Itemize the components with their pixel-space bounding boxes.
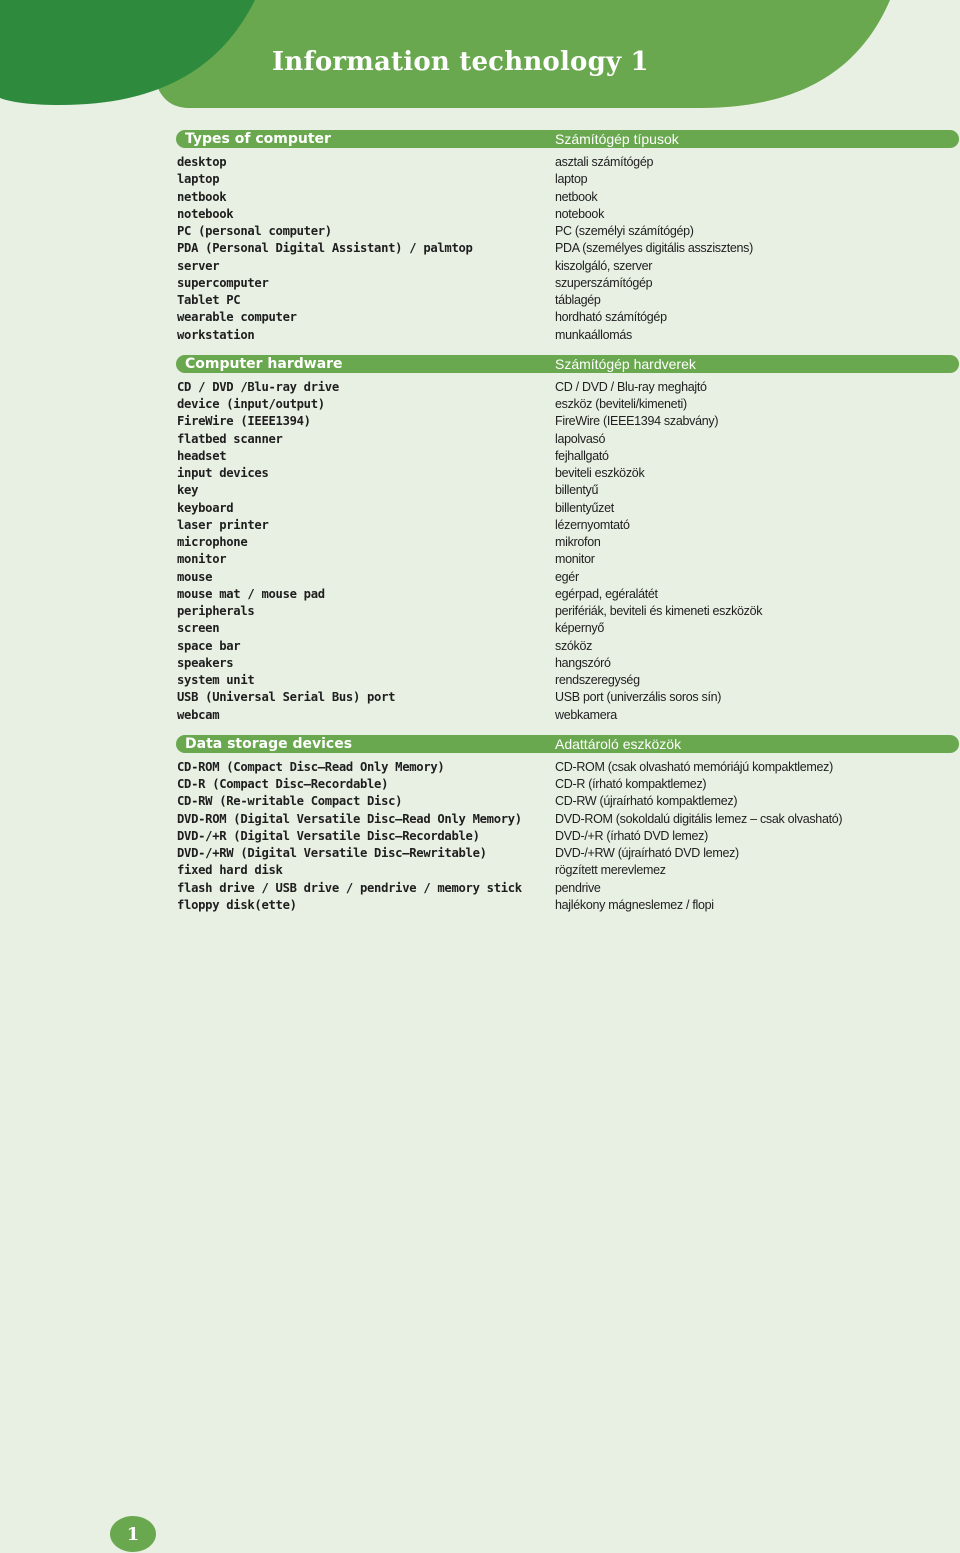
vocabulary-row bbox=[0, 189, 960, 206]
term-hu: laptop bbox=[555, 172, 588, 187]
vocabulary-row bbox=[0, 845, 960, 862]
section-types-of-computer bbox=[0, 130, 960, 344]
vocabulary-list bbox=[0, 379, 960, 724]
section-heading-en: Types of computer bbox=[185, 131, 331, 147]
section-heading-en: Computer hardware bbox=[185, 355, 343, 372]
term-en: floppy disk(ette) bbox=[177, 897, 297, 912]
vocabulary-row bbox=[0, 275, 960, 292]
term-en: flash drive / USB drive / pendrive / memory stick bbox=[177, 880, 522, 895]
term-en: DVD-/+R (Digital Versatile Disc–Recordable) bbox=[177, 828, 480, 843]
term-hu: egér bbox=[555, 569, 579, 584]
term-hu: hajlékony mágneslemez / flopi bbox=[555, 897, 714, 912]
term-hu: lézernyomtató bbox=[555, 517, 630, 532]
term-en: mouse bbox=[177, 569, 213, 584]
term-en: netbook bbox=[177, 189, 227, 204]
term-en: system unit bbox=[177, 673, 255, 687]
term-en: workstation bbox=[177, 327, 255, 342]
vocabulary-row bbox=[0, 586, 960, 603]
vocabulary-row bbox=[0, 465, 960, 482]
term-hu: netbook bbox=[555, 189, 598, 204]
vocabulary-row bbox=[0, 569, 960, 586]
term-en: wearable computer bbox=[177, 310, 297, 325]
term-en: notebook bbox=[177, 206, 234, 221]
term-en: CD-R (Compact Disc–Recordable) bbox=[177, 777, 389, 791]
term-en: webcam bbox=[177, 707, 220, 722]
term-en: PC (personal computer) bbox=[177, 224, 332, 238]
section-heading-en: Data storage devices bbox=[185, 735, 353, 752]
term-hu: eszköz (beviteli/kimeneti) bbox=[555, 397, 687, 411]
vocabulary-row bbox=[0, 171, 960, 188]
vocabulary-row bbox=[0, 534, 960, 551]
term-hu: asztali számítógép bbox=[555, 155, 654, 169]
term-hu: pendrive bbox=[555, 880, 601, 895]
vocabulary-content bbox=[0, 130, 960, 925]
vocabulary-row bbox=[0, 776, 960, 793]
term-hu: webkamera bbox=[555, 707, 617, 722]
vocabulary-row bbox=[0, 862, 960, 879]
section-heading-hu: Számítógép típusok bbox=[555, 131, 679, 147]
vocabulary-list bbox=[0, 759, 960, 914]
term-hu: FireWire (IEEE1394 szabvány) bbox=[555, 414, 719, 429]
term-hu: billentyű bbox=[555, 483, 599, 498]
term-hu: DVD-ROM (sokoldalú digitális lemez – csak olvasható) bbox=[555, 811, 843, 826]
vocabulary-row bbox=[0, 448, 960, 465]
term-en: microphone bbox=[177, 535, 248, 549]
term-en: screen bbox=[177, 621, 220, 636]
vocabulary-row bbox=[0, 811, 960, 828]
term-en: desktop bbox=[177, 155, 227, 169]
vocabulary-row bbox=[0, 880, 960, 897]
term-en: CD-RW (Re-writable Compact Disc) bbox=[177, 794, 403, 809]
term-en: space bar bbox=[177, 638, 241, 653]
section-heading-hu: Számítógép hardverek bbox=[555, 355, 696, 372]
term-en: key bbox=[177, 483, 199, 498]
vocabulary-row bbox=[0, 603, 960, 620]
term-hu: szuperszámítógép bbox=[555, 275, 653, 290]
vocabulary-row bbox=[0, 655, 960, 672]
term-hu: mikrofon bbox=[555, 535, 601, 549]
term-en: PDA (Personal Digital Assistant) / palmtop bbox=[177, 241, 473, 256]
vocabulary-row bbox=[0, 517, 960, 534]
term-en: keyboard bbox=[177, 500, 234, 515]
page-number-badge bbox=[110, 1516, 156, 1552]
term-en: FireWire (IEEE1394) bbox=[177, 414, 311, 429]
term-en: headset bbox=[177, 448, 227, 463]
page-number: 1 bbox=[126, 1523, 140, 1545]
term-hu: képernyő bbox=[555, 621, 605, 636]
term-hu: CD-RW (újraírható kompaktlemez) bbox=[555, 794, 738, 809]
section-heading-bar bbox=[176, 735, 959, 753]
vocabulary-row bbox=[0, 793, 960, 810]
term-en: Tablet PC bbox=[177, 293, 241, 307]
vocabulary-row bbox=[0, 292, 960, 309]
vocabulary-row bbox=[0, 379, 960, 396]
term-hu: notebook bbox=[555, 206, 605, 221]
term-en: speakers bbox=[177, 655, 234, 670]
term-hu: billentyűzet bbox=[555, 500, 614, 515]
vocabulary-row bbox=[0, 551, 960, 568]
vocabulary-row bbox=[0, 396, 960, 413]
vocabulary-row bbox=[0, 897, 960, 914]
term-hu: DVD-/+R (írható DVD lemez) bbox=[555, 828, 708, 843]
term-hu: DVD-/+RW (újraírható DVD lemez) bbox=[555, 846, 739, 860]
term-hu: perifériák, beviteli és kimeneti eszközök bbox=[555, 604, 763, 618]
term-en: monitor bbox=[177, 552, 227, 567]
vocabulary-row bbox=[0, 413, 960, 430]
vocabulary-row bbox=[0, 689, 960, 706]
term-en: DVD-ROM (Digital Versatile Disc–Read Only Memory) bbox=[177, 811, 522, 826]
term-hu: szóköz bbox=[555, 638, 593, 653]
section-heading-bar bbox=[176, 130, 959, 148]
vocabulary-row bbox=[0, 223, 960, 240]
term-en: input devices bbox=[177, 466, 269, 480]
term-en: USB (Universal Serial Bus) port bbox=[177, 690, 396, 705]
term-hu: CD / DVD / Blu-ray meghajtó bbox=[555, 379, 707, 394]
term-en: server bbox=[177, 258, 220, 273]
term-hu: CD-ROM (csak olvasható memóriájú kompaktlemez) bbox=[555, 759, 833, 774]
term-hu: PC (személyi számítógép) bbox=[555, 224, 694, 238]
term-hu: PDA (személyes digitális asszisztens) bbox=[555, 241, 753, 256]
term-hu: rögzített merevlemez bbox=[555, 863, 666, 878]
term-hu: hordható számítógép bbox=[555, 310, 667, 325]
vocabulary-row bbox=[0, 309, 960, 326]
vocabulary-row bbox=[0, 500, 960, 517]
term-hu: USB port (univerzális soros sín) bbox=[555, 690, 722, 705]
term-en: laptop bbox=[177, 172, 220, 187]
section-computer-hardware bbox=[0, 355, 960, 724]
vocabulary-row bbox=[0, 482, 960, 499]
section-heading-bar bbox=[176, 355, 959, 373]
term-en: DVD-/+RW (Digital Versatile Disc–Rewritable) bbox=[177, 846, 487, 860]
term-en: CD / DVD /Blu-ray drive bbox=[177, 379, 339, 394]
vocabulary-row bbox=[0, 240, 960, 257]
section-data-storage-devices bbox=[0, 735, 960, 914]
term-en: mouse mat / mouse pad bbox=[177, 586, 325, 601]
term-en: CD-ROM (Compact Disc–Read Only Memory) bbox=[177, 759, 445, 774]
term-en: peripherals bbox=[177, 604, 255, 618]
term-hu: munkaállomás bbox=[555, 327, 632, 342]
term-en: supercomputer bbox=[177, 275, 269, 290]
term-en: laser printer bbox=[177, 517, 269, 532]
term-hu: egérpad, egéralátét bbox=[555, 586, 658, 601]
term-hu: CD-R (írható kompaktlemez) bbox=[555, 777, 707, 791]
term-hu: lapolvasó bbox=[555, 431, 606, 446]
vocabulary-row bbox=[0, 620, 960, 637]
term-en: fixed hard disk bbox=[177, 863, 283, 878]
term-hu: hangszóró bbox=[555, 655, 611, 670]
vocabulary-list bbox=[0, 154, 960, 344]
term-en: flatbed scanner bbox=[177, 431, 283, 446]
term-en: device (input/output) bbox=[177, 397, 325, 411]
vocabulary-row bbox=[0, 206, 960, 223]
vocabulary-row bbox=[0, 154, 960, 171]
vocabulary-row bbox=[0, 327, 960, 344]
term-hu: kiszolgáló, szerver bbox=[555, 258, 653, 273]
term-hu: rendszeregység bbox=[555, 673, 640, 687]
vocabulary-row bbox=[0, 258, 960, 275]
vocabulary-row bbox=[0, 828, 960, 845]
term-hu: beviteli eszközök bbox=[555, 466, 645, 480]
vocabulary-row bbox=[0, 759, 960, 776]
term-hu: monitor bbox=[555, 552, 595, 567]
vocabulary-row bbox=[0, 672, 960, 689]
vocabulary-row bbox=[0, 707, 960, 724]
page-title: Information technology 1 bbox=[272, 47, 649, 77]
section-heading-hu: Adattároló eszközök bbox=[555, 735, 682, 752]
vocabulary-row bbox=[0, 638, 960, 655]
vocabulary-row bbox=[0, 431, 960, 448]
term-hu: fejhallgató bbox=[555, 448, 609, 463]
term-hu: táblagép bbox=[555, 293, 601, 307]
